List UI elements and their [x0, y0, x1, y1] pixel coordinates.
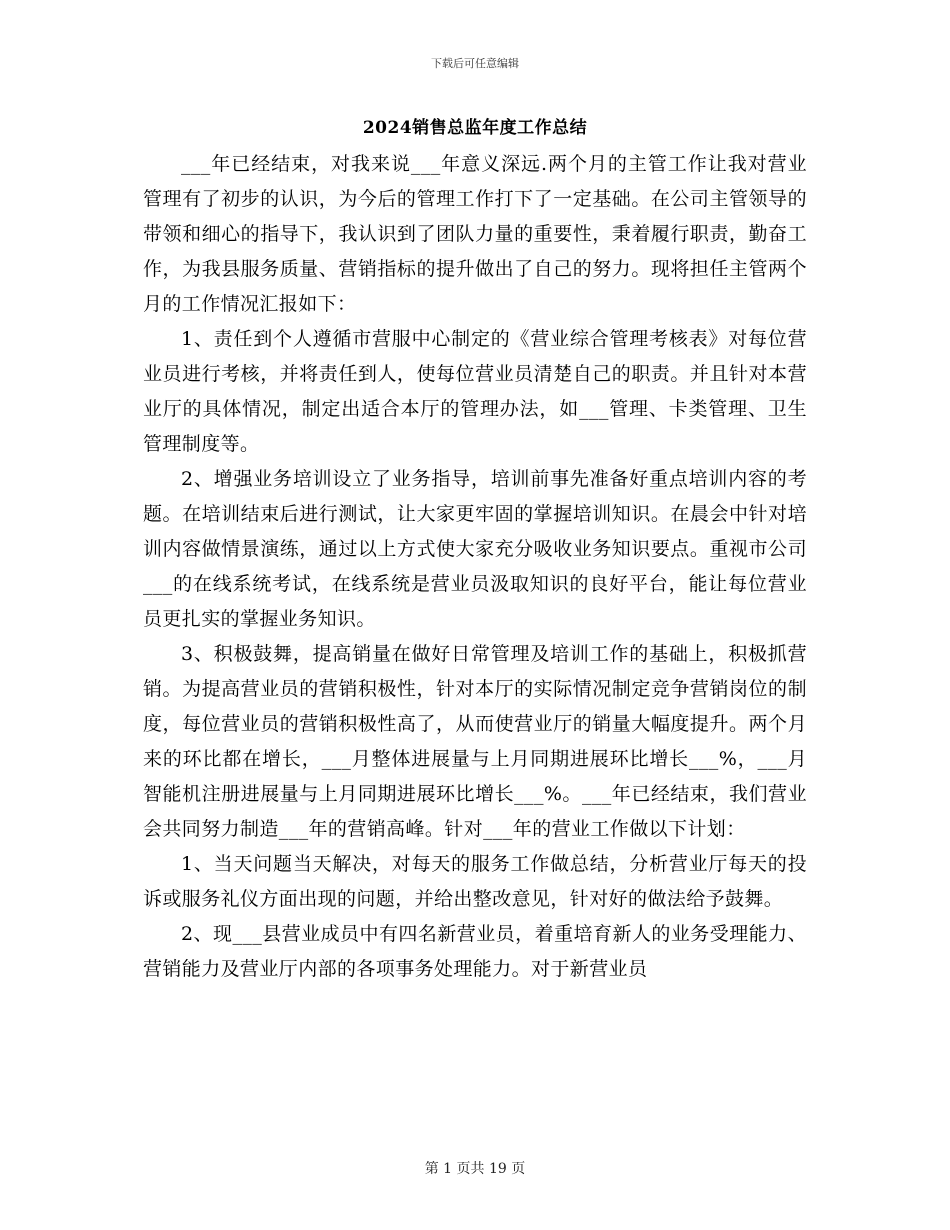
paragraph-plan-1: 1、当天问题当天解决，对每天的服务工作做总结，分析营业厅每天的投诉或服务礼仪方面出现的问题，并给出整改意见，针对好的做法给予鼓舞。: [143, 853, 807, 910]
paragraph-item-2: 2、增强业务培训设立了业务指导，培训前事先准备好重点培训内容的考题。在培训结束后进行测试，让大家更牢固的掌握培训知识。在晨会中针对培训内容做情景演练，通过以上方式使大家充分吸收业务知识要点。重视市公司___的在线系统考试，在线系统是营业员汲取知识的良好平台，能让每位营业员更扎实的掌握业务知识。: [143, 468, 807, 630]
paragraph-item-1: 1、责任到个人遵循市营服中心制定的《营业综合管理考核表》对每位营业员进行考核，并将责任到人，使每位营业员清楚自己的职责。并且针对本营业厅的具体情况，制定出适合本厅的管理办法，如___管理、卡类管理、卫生管理制度等。: [143, 328, 807, 455]
paragraph-intro: ___年已经结束，对我来说___年意义深远.两个月的主管工作让我对营业管理有了初步的认识，为今后的管理工作打下了一定基础。在公司主管领导的带领和细心的指导下，我认识到了团队力量的重要性，秉着履行职责，勤奋工作，为我县服务质量、营销指标的提升做出了自己的努力。现将担任主管两个月的工作情况汇报如下：: [143, 153, 807, 315]
document-title: 2024销售总监年度工作总结: [362, 118, 588, 138]
page-header: 下载后可任意编辑: [431, 57, 519, 70]
page-footer: 第 1 页共 19 页: [424, 1161, 526, 1177]
document-body: [143, 147, 807, 987]
paragraph-plan-2: 2、现___县营业成员中有四名新营业员，着重培育新人的业务受理能力、营销能力及营业厅内部的各项事务处理能力。对于新营业员: [143, 923, 807, 980]
paragraph-item-3: 3、积极鼓舞，提高销量在做好日常管理及培训工作的基础上，积极抓营销。为提高营业员的营销积极性，针对本厅的实际情况制定竞争营销岗位的制度，每位营业员的营销积极性高了，从而使营业厅的销量大幅度提升。两个月来的环比都在增长，___月整体进展量与上月同期进展环比增长___%，___月智能机注册进展量与上月同期进展环比增长___%。___年已经结束，我们营业会共同努力制造___年的营销高峰。针对___年的营业工作做以下计划：: [143, 643, 807, 840]
